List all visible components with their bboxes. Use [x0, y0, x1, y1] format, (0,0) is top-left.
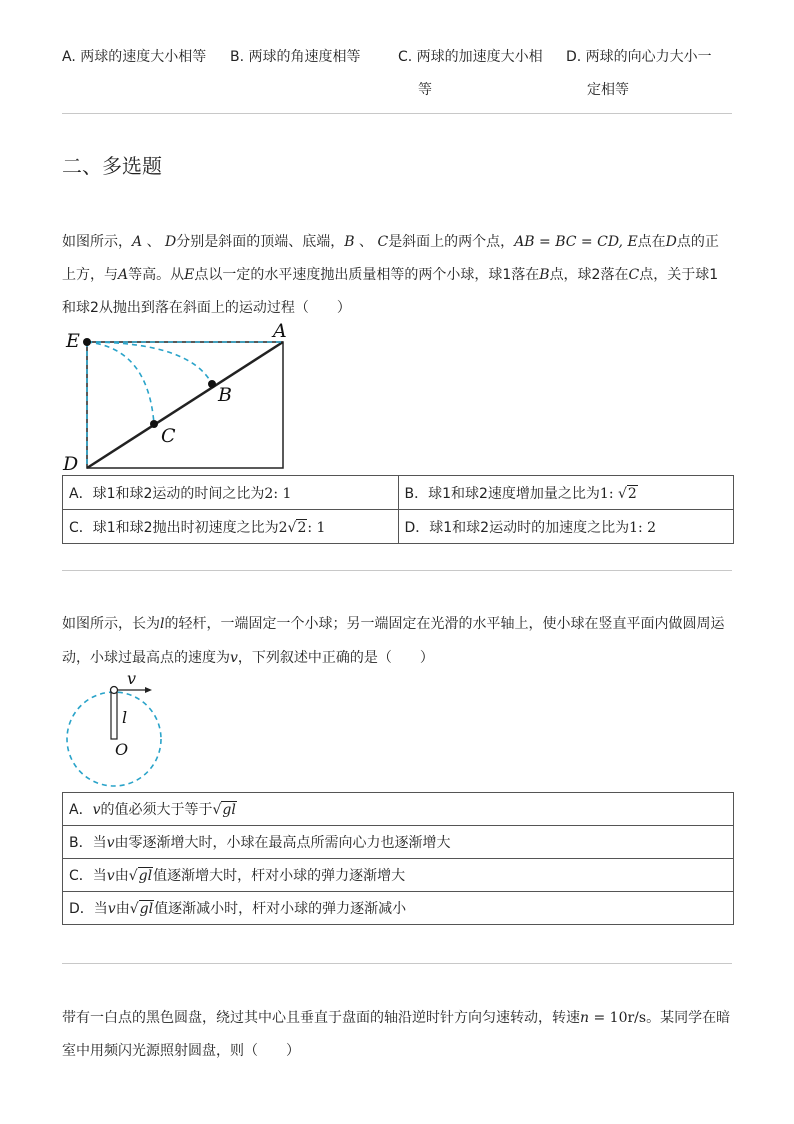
q1-line1: 如图所示，A 、 D分别是斜面的顶端、底端，B 、 C是斜面上的两个点，AB = BC = CD, E点在D点的正 [62, 234, 719, 250]
top-option-c [398, 46, 543, 66]
q3-line2: 室中用频闪光源照射圆盘，则（ ） [62, 1043, 300, 1059]
top-option-b [230, 46, 361, 66]
q1-options-table [62, 475, 734, 544]
q2-circle-figure [60, 670, 170, 792]
point-e-dot [83, 338, 91, 346]
q2-line2: 动，小球过最高点的速度为v，下列叙述中正确的是（ ） [62, 650, 434, 666]
label-d: D [63, 453, 79, 474]
top-option-d-line1: D. 两球的向心力大小一 [566, 49, 712, 65]
q1-option-a[interactable]: A．球1和球2运动的时间之比为2: 1 [63, 476, 399, 510]
q2-option-b[interactable]: B．当v由零逐渐增大时，小球在最高点所需向心力也逐渐增大 [63, 826, 734, 859]
trajectory-ball1 [87, 342, 212, 384]
top-option-a [62, 46, 206, 66]
rod [111, 692, 117, 739]
top-option-d [566, 46, 712, 66]
label-e: E [66, 330, 80, 352]
label-v: v [127, 670, 137, 688]
q2-option-a[interactable]: A．v的值必须大于等于√gl [63, 793, 734, 826]
point-c-dot [150, 420, 158, 428]
q2-line1: 如图所示，长为l的轻杆，一端固定一个小球；另一端固定在光滑的水平轴上，使小球在竖直平面内做圆周运 [62, 616, 725, 632]
trajectory-ball2 [87, 342, 154, 424]
top-option-c-line2: 等 [418, 82, 432, 98]
q2-options-table [62, 792, 734, 925]
label-a: A [273, 320, 287, 342]
q1-incline-figure [60, 318, 300, 474]
q2-option-d[interactable]: D．当v由√gl值逐渐减小时，杆对小球的弹力逐渐减小 [63, 892, 734, 925]
section-title: 二、多选题 [62, 154, 162, 178]
q3-line1: 带有一白点的黑色圆盘，绕过其中心且垂直于盘面的轴沿逆时针方向匀速转动，转速n = 10r/s。某同学在暗 [62, 1010, 731, 1026]
q1-option-c[interactable]: C．球1和球2抛出时初速度之比为2√2: 1 [63, 510, 399, 544]
label-l: l [122, 708, 128, 727]
q1-line3: 和球2从抛出到落在斜面上的运动过程（ ） [62, 300, 351, 316]
q1-option-d[interactable]: D．球1和球2运动时的加速度之比为1: 2 [398, 510, 734, 544]
divider [62, 570, 732, 571]
label-c: C [161, 425, 176, 447]
top-option-d-line2: 定相等 [587, 82, 629, 98]
velocity-arrowhead [145, 687, 152, 693]
q2-option-c[interactable]: C．当v由√gl值逐渐增大时，杆对小球的弹力逐渐增大 [63, 859, 734, 892]
label-b: B [218, 384, 232, 406]
divider [62, 113, 732, 114]
incline-line [87, 342, 283, 468]
top-option-b-text: B. 两球的角速度相等 [230, 49, 361, 65]
divider [62, 963, 732, 964]
top-option-c-cont [418, 79, 432, 99]
top-option-d-cont [587, 79, 629, 99]
ball [111, 687, 118, 694]
q1-option-b[interactable]: B．球1和球2速度增加量之比为1: √2 [398, 476, 734, 510]
top-option-c-line1: C. 两球的加速度大小相 [398, 49, 543, 65]
top-option-a-text: A. 两球的速度大小相等 [62, 49, 207, 65]
point-b-dot [208, 380, 216, 388]
label-o: O [115, 740, 129, 759]
q1-equation: AB = BC = CD, E [514, 234, 638, 250]
q1-line2: 上方，与A等高。从E点以一定的水平速度抛出质量相等的两个小球，球1落在B点，球2落在C点，关于球1 [62, 267, 719, 283]
